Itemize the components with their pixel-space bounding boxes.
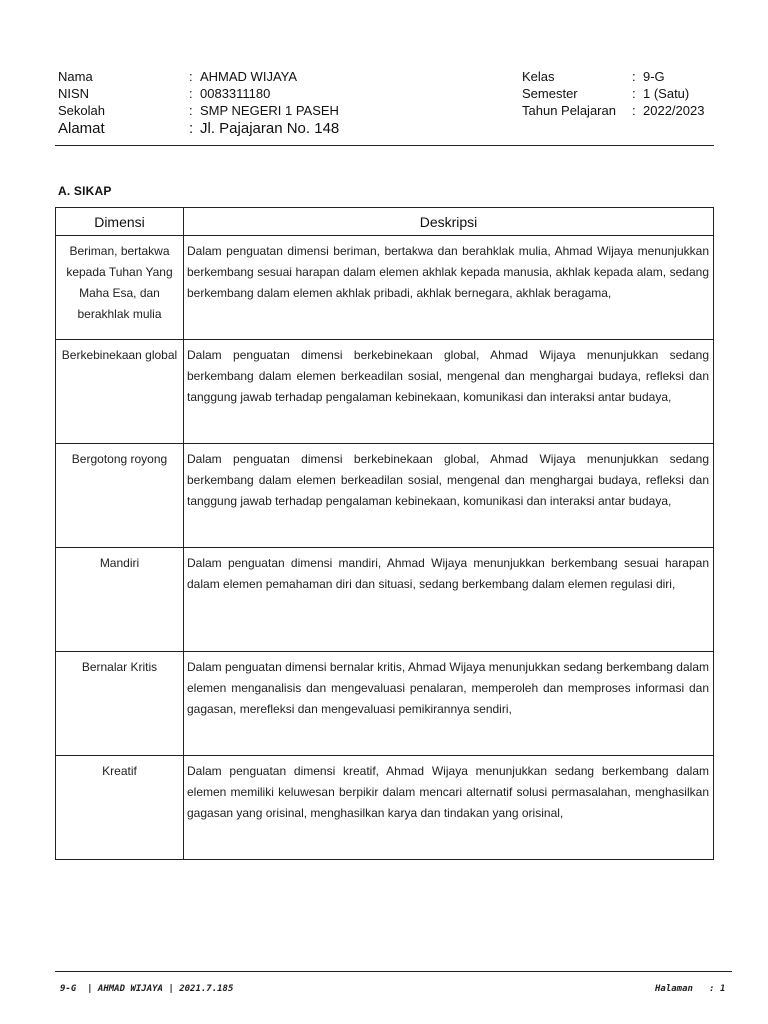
kelas-value: 9-G [643,69,665,84]
table-row [56,756,714,860]
column-header-dimensi: Dimensi [56,208,184,236]
tahun-colon: : [632,103,636,118]
kelas-label: Kelas [522,69,555,84]
deskripsi-cell: Dalam penguatan dimensi berkebinekaan global, Ahmad Wijaya menunjukkan sedang berkembang dalam elemen berkeadilan sosial, mengenal dan menghargai budaya, refleksi dan tanggung jawab terhadap pengalaman kebinekaan, komunikasi dan interaksi antar budaya, [184,444,714,548]
deskripsi-cell: Dalam penguatan dimensi mandiri, Ahmad Wijaya menunjukkan berkembang sesuai harapan dalam elemen pemahaman diri dan situasi, sedang berkembang dalam elemen regulasi diri, [184,548,714,652]
tahun-label: Tahun Pelajaran [522,103,616,118]
section-title: A. SIKAP [58,184,112,198]
deskripsi-cell: Dalam penguatan dimensi berkebinekaan global, Ahmad Wijaya menunjukkan sedang berkembang dalam elemen berkeadilan sosial, mengenal dan menghargai budaya, refleksi dan tanggung jawab terhadap pengalaman kebinekaan, komunikasi dan interaksi antar budaya, [184,340,714,444]
dimensi-cell: Beriman, bertakwa kepada Tuhan Yang Maha Esa, dan berakhlak mulia [56,236,184,340]
footer-info: 9-G | AHMAD WIJAYA | 2021.7.185 [60,984,234,994]
deskripsi-cell: Dalam penguatan dimensi bernalar kritis, Ahmad Wijaya menunjukkan sedang berkembang dalam elemen menganalisis dan mengevaluasi penalaran, memperoleh dan memproses informasi dan gagasan, merefleksi dan mengevaluasi pemikirannya sendiri, [184,652,714,756]
dimensi-cell: Bergotong royong [56,444,184,548]
deskripsi-cell: Dalam penguatan dimensi kreatif, Ahmad Wijaya menunjukkan sedang berkembang dalam elemen memiliki keluwesan berpikir dalam mencari alternatif solusi permasalahan, menghasilkan gagasan yang orisinal, menghasilkan karya dan tindakan yang orisinal, [184,756,714,860]
semester-colon: : [632,86,636,101]
table-row [56,652,714,756]
alamat-value: Jl. Pajajaran No. 148 [200,120,340,137]
nama-label: Nama [58,69,93,84]
dimensi-cell: Mandiri [56,548,184,652]
dimensi-cell: Berkebinekaan global [56,340,184,444]
column-header-deskripsi: Deskripsi [184,208,714,236]
sikap-table [55,207,714,860]
kelas-colon: : [632,69,636,84]
nisn-label: NISN [58,86,90,101]
table-row [56,548,714,652]
sekolah-value: SMP NEGERI 1 PASEH [200,103,339,118]
nama-value: AHMAD WIJAYA [200,69,298,84]
alamat-colon: : [189,120,194,137]
student-info-right [522,68,722,124]
student-info-left [58,68,478,140]
dimensi-cell: Kreatif [56,756,184,860]
nisn-colon: : [189,86,193,101]
nisn-value: 0083311180 [200,86,271,101]
nama-colon: : [189,69,193,84]
deskripsi-cell: Dalam penguatan dimensi beriman, bertakwa dan berahklak mulia, Ahmad Wijaya menunjukkan berkembang sesuai harapan dalam elemen akhlak kepada manusia, akhlak kepada alam, sedang berkembang dalam elemen akhlak pribadi, akhlak bernegara, akhlak beragama, [184,236,714,340]
table-row [56,236,714,340]
sekolah-label: Sekolah [58,103,105,118]
alamat-label: Alamat [58,120,105,137]
table-row [56,340,714,444]
dimensi-cell: Bernalar Kritis [56,652,184,756]
footer-divider [55,971,732,972]
semester-label: Semester [522,86,578,101]
tahun-value: 2022/2023 [643,103,705,118]
semester-value: 1 (Satu) [643,86,690,101]
table-header-row [56,208,714,236]
header-divider [55,145,714,146]
sekolah-colon: : [189,103,193,118]
page-number: Halaman : 1 [655,984,726,994]
table-row [56,444,714,548]
